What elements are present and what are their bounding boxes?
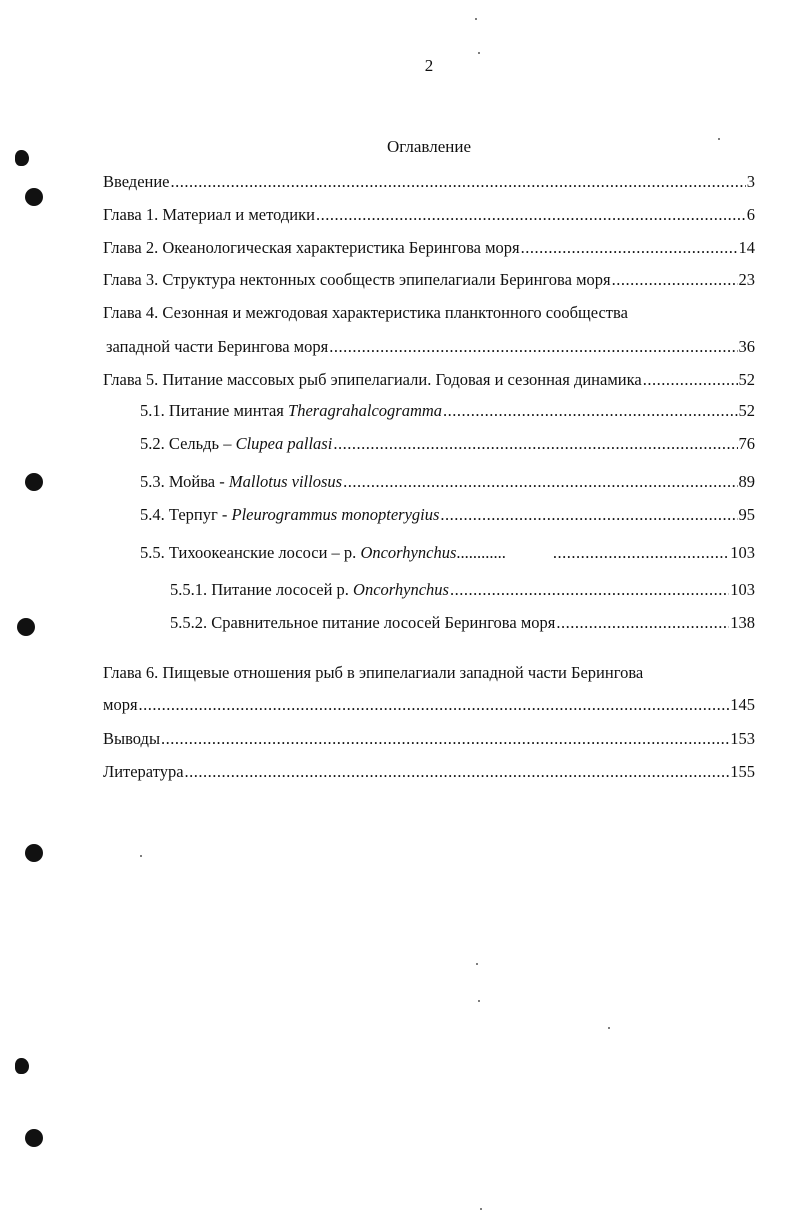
toc-label-text: 5.1. Питание минтая	[140, 401, 289, 420]
toc-label-text: 5.4. Терпуг -	[140, 505, 232, 524]
toc-entry-literature	[103, 762, 755, 782]
toc-label-latin: Clupea pallasi	[235, 434, 333, 453]
toc-entry-chapter-6	[103, 695, 755, 715]
scan-speck	[718, 138, 720, 140]
toc-entry-section-5-5	[140, 543, 755, 563]
binder-hole-mark	[15, 150, 29, 166]
toc-entry-section-5-3	[140, 472, 755, 492]
toc-label: Литература	[103, 762, 184, 781]
page-number: 2	[424, 56, 434, 75]
toc-label-latin: Pleurogrammus monopterygius	[231, 505, 440, 524]
toc-page: 23	[738, 270, 755, 289]
toc-label: Глава 3. Структура нектонных сообществ эпипелагиали Берингова моря	[103, 270, 611, 289]
toc-entry-section-5-4	[140, 505, 755, 525]
toc-label: Выводы	[103, 729, 161, 748]
toc-label-latin: Theragrahalcogramma	[288, 401, 443, 420]
binder-hole	[25, 188, 43, 206]
toc-leader	[521, 238, 738, 258]
toc-page: 153	[730, 729, 755, 748]
toc-page: 138	[730, 613, 755, 632]
toc-leader	[329, 337, 737, 357]
toc-page: 155	[730, 762, 755, 781]
binder-hole	[17, 618, 35, 636]
toc-page: 14	[738, 238, 755, 257]
toc-label: 5.5. Тихоокеанские лососи – р. Oncorhynchus............	[140, 543, 506, 562]
toc-leader	[161, 729, 729, 749]
toc-page: 145	[730, 695, 755, 714]
toc-page: 95	[738, 505, 755, 524]
toc-page: 36	[738, 337, 755, 356]
toc-label	[140, 434, 332, 454]
toc-label: Глава 2. Океанологическая характеристика Берингова моря	[103, 238, 520, 257]
toc-leader	[612, 270, 738, 290]
toc-label-text: 5.2. Сельдь –	[140, 434, 236, 453]
toc-leader	[343, 472, 737, 492]
toc-leader	[333, 434, 737, 454]
toc-entry-chapter-4-line1: Глава 4. Сезонная и межгодовая характеристика планктонного сообщества	[103, 303, 628, 322]
toc-leader	[556, 613, 729, 633]
binder-hole	[25, 473, 43, 491]
toc-entry-chapter-6-line1: Глава 6. Пищевые отношения рыб в эпипелагиали западной части Берингова	[103, 663, 644, 682]
scan-speck	[478, 52, 480, 54]
toc-entry-conclusions	[103, 729, 755, 749]
toc-label	[140, 505, 439, 525]
toc-entry-chapter-3	[103, 270, 755, 290]
toc-page: 103	[730, 580, 755, 599]
toc-label-text: 5.3. Мойва -	[140, 472, 229, 491]
toc-page: 103	[730, 543, 755, 562]
toc-page: 3	[746, 172, 755, 191]
scan-speck	[480, 1208, 482, 1210]
toc-label-latin: Oncorhynchus	[353, 580, 449, 599]
toc-label-latin: Oncorhynchus	[360, 543, 457, 562]
toc-page: 6	[746, 205, 755, 224]
toc-title: Оглавление	[387, 137, 471, 156]
binder-hole	[25, 844, 43, 862]
toc-label	[140, 401, 442, 421]
toc-entry-intro	[103, 172, 755, 192]
scan-speck	[140, 855, 142, 857]
scan-speck	[475, 18, 477, 20]
scan-speck	[478, 1000, 480, 1002]
toc-leader	[643, 370, 738, 390]
toc-entry-section-5-5-1	[170, 580, 755, 600]
toc-label: 5.5.2. Сравнительное питание лососей Берингова моря	[170, 613, 556, 632]
toc-label-text: 5.5.1. Питание лососей р.	[170, 580, 354, 599]
toc-leader	[553, 543, 729, 563]
toc-leader	[171, 172, 746, 192]
toc-page: 89	[738, 472, 755, 491]
toc-label: западной части Берингова моря	[106, 337, 329, 356]
toc-entry-section-5-5-2	[170, 613, 755, 633]
toc-label: Глава 5. Питание массовых рыб эпипелагиали. Годовая и сезонная динамика	[103, 370, 642, 389]
scan-speck	[608, 1027, 610, 1029]
toc-entry-chapter-1	[103, 205, 755, 225]
toc-page: 76	[738, 434, 755, 453]
toc-label-text: 5.5. Тихоокеанские лососи – р.	[140, 543, 361, 562]
toc-entry-chapter-4	[106, 337, 755, 357]
toc-label	[140, 472, 342, 492]
toc-label: Введение	[103, 172, 170, 191]
binder-hole-mark	[15, 1058, 29, 1074]
toc-entry-section-5-1	[140, 401, 755, 421]
toc-entry-section-5-2	[140, 434, 755, 454]
toc-entry-chapter-2	[103, 238, 755, 258]
toc-label: Глава 1. Материал и методики	[103, 205, 315, 224]
toc-leader	[443, 401, 737, 421]
toc-label: моря	[103, 695, 138, 714]
toc-leader	[139, 695, 730, 715]
toc-leader	[316, 205, 746, 225]
scan-speck	[476, 963, 478, 965]
binder-hole	[25, 1129, 43, 1147]
toc-leader	[450, 580, 729, 600]
toc-page: 52	[738, 370, 755, 389]
toc-leader	[440, 505, 737, 525]
toc-label-latin: Mallotus villosus	[228, 472, 343, 491]
toc-leader	[185, 762, 730, 782]
toc-label	[170, 580, 449, 600]
toc-entry-chapter-5	[103, 370, 755, 390]
toc-page: 52	[738, 401, 755, 420]
